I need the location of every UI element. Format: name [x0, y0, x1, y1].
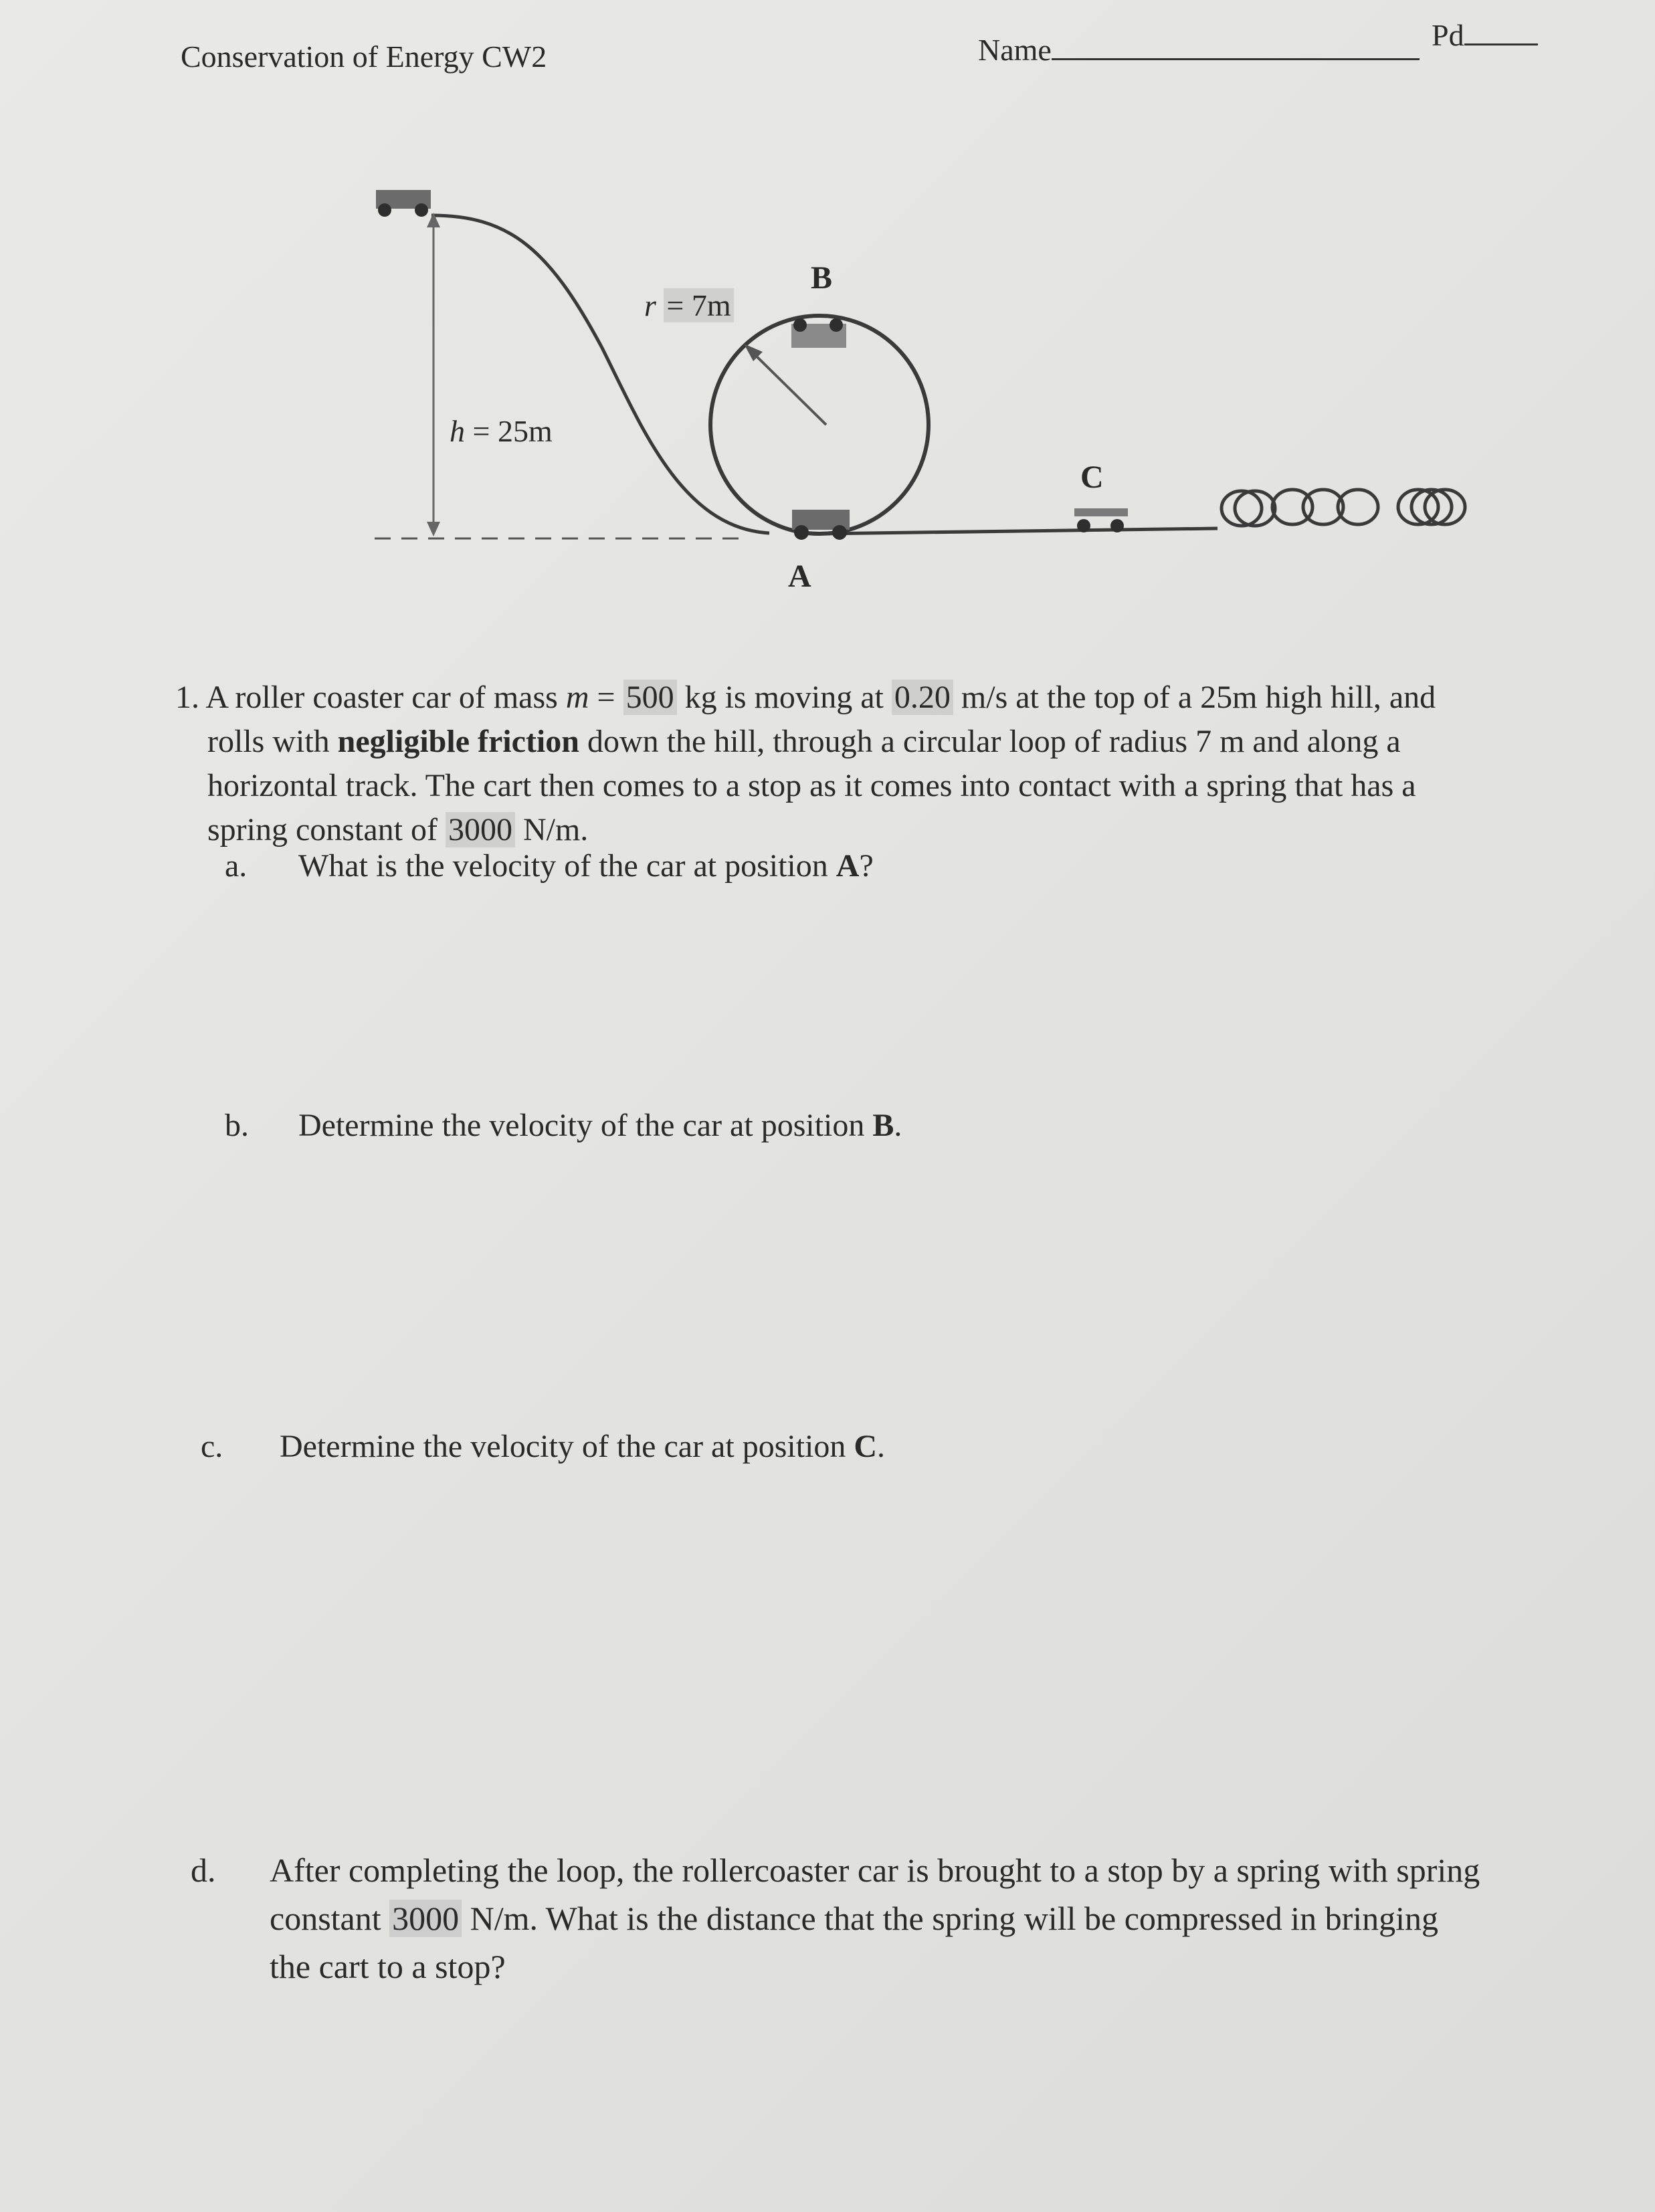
- speed-value: 0.20: [892, 680, 953, 715]
- question-c: c. Determine the velocity of the car at position C.: [201, 1425, 885, 1469]
- question-d-line-3: the cart to a stop?: [270, 1948, 506, 1985]
- radius-arrow: [744, 344, 826, 425]
- problem-line-4: spring constant of 3000 N/m.: [207, 812, 589, 847]
- question-d-line-1: d. After completing the loop, the rollercoaster car is brought to a stop by a spring with spring: [191, 1846, 1480, 1894]
- worksheet-title: Conservation of Energy CW2: [181, 39, 547, 74]
- question-d-line-2: constant 3000 N/m. What is the distance that the spring will be compressed in bringing: [270, 1900, 1439, 1937]
- problem-line-2: rolls with negligible friction down the hill, through a circular loop of radius 7 m and along a: [207, 724, 1401, 759]
- period-label: Pd: [1432, 18, 1464, 52]
- point-c-label: C: [1080, 460, 1104, 495]
- problem-line-1: 1. A roller coaster car of mass m = 500 kg is moving at 0.20 m/s at the top of a 25m high hill, and: [175, 680, 1436, 715]
- name-label: Name: [978, 33, 1052, 67]
- spring-constant-value-d: 3000: [389, 1900, 462, 1937]
- height-arrow: [427, 213, 440, 536]
- radius-label: r = 7m: [644, 288, 734, 323]
- car-at-b: [791, 318, 846, 348]
- point-a-label: A: [788, 559, 811, 594]
- flat-track: [819, 528, 1218, 534]
- mass-value: 500: [623, 680, 677, 715]
- question-d-letter: d.: [191, 1851, 216, 1889]
- car-start: [376, 190, 431, 217]
- question-a-letter: a.: [225, 848, 248, 884]
- question-b: b. Determine the velocity of the car at position B.: [225, 1104, 902, 1148]
- question-c-letter: c.: [201, 1429, 223, 1464]
- hill-track: [431, 215, 769, 533]
- point-b-label: B: [811, 260, 833, 296]
- loop-track: [710, 316, 929, 534]
- height-label: h = 25m: [450, 414, 553, 448]
- problem-line-3: horizontal track. The cart then comes to a stop as it comes into contact with a spring that has a: [207, 768, 1416, 803]
- question-b-letter: b.: [225, 1108, 249, 1143]
- problem-statement: [175, 676, 1436, 852]
- question-a: a. What is the velocity of the car at position A?: [225, 844, 874, 888]
- spring-constant-value: 3000: [446, 812, 515, 847]
- spring: [1222, 490, 1465, 526]
- question-d: [191, 1846, 1480, 1991]
- roller-coaster-diagram: [0, 0, 1655, 602]
